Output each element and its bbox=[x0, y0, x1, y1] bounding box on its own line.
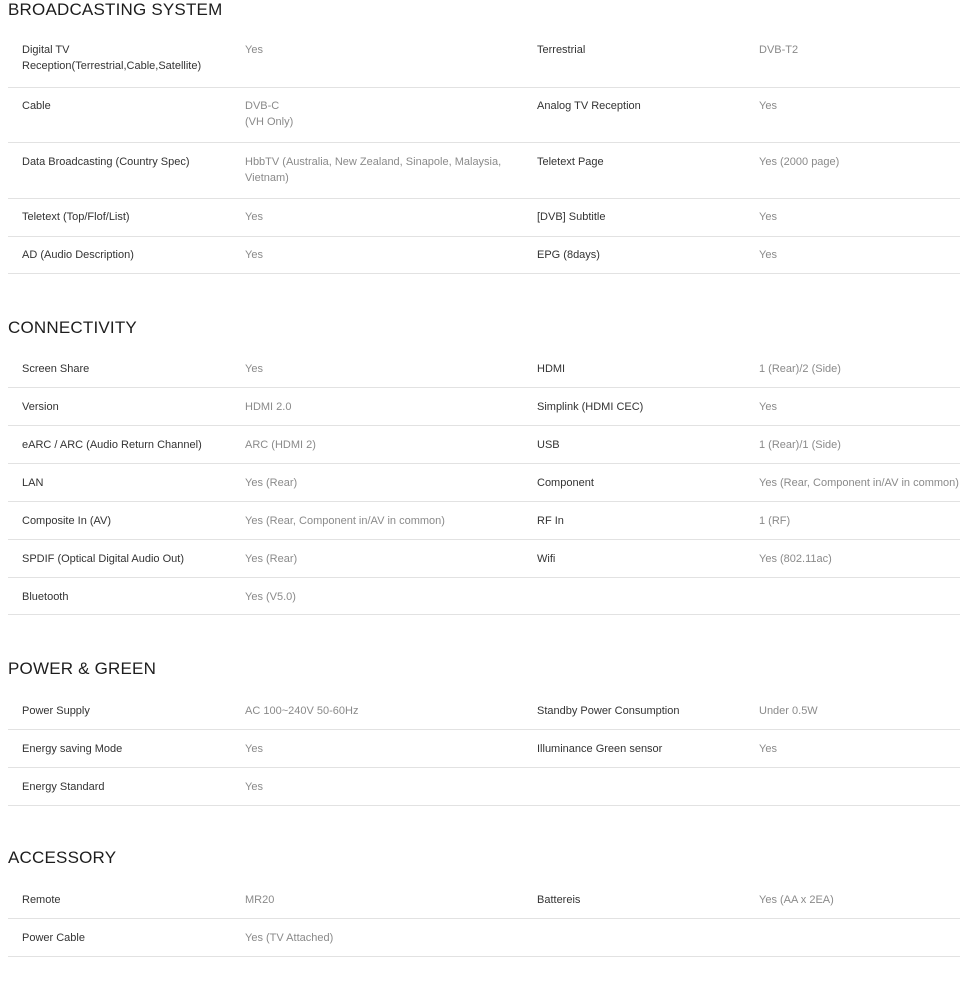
spec-label: Energy Standard bbox=[22, 781, 105, 793]
spec-value: Yes (Rear) bbox=[245, 553, 298, 565]
spec-value: Yes (TV Attached) bbox=[245, 932, 334, 944]
spec-value: Under 0.5W bbox=[759, 705, 818, 717]
spec-value: Yes (V5.0) bbox=[245, 591, 296, 603]
spec-value: Yes (Rear, Component in/AV in common) bbox=[245, 515, 445, 527]
spec-value: Yes bbox=[759, 249, 777, 261]
spec-label: Power Supply bbox=[22, 705, 90, 717]
spec-label: Version bbox=[22, 401, 59, 413]
spec-label: Simplink (HDMI CEC) bbox=[537, 401, 644, 413]
spec-value: 1 (RF) bbox=[759, 515, 791, 527]
spec-value: Yes (Rear) bbox=[245, 477, 298, 489]
spec-label: HDMI bbox=[537, 363, 566, 375]
spec-row bbox=[8, 237, 960, 274]
spec-row bbox=[8, 768, 960, 806]
spec-row bbox=[8, 881, 960, 919]
spec-value: HDMI 2.0 bbox=[245, 401, 292, 413]
spec-label: Remote bbox=[22, 894, 61, 906]
spec-value: Yes (Rear, Component in/AV in common) bbox=[759, 477, 959, 489]
spec-row bbox=[8, 350, 960, 388]
spec-label: Power Cable bbox=[22, 932, 85, 944]
spec-label: EPG (8days) bbox=[537, 249, 600, 261]
spec-value bbox=[245, 154, 515, 186]
spec-label-line1: Digital TV bbox=[22, 44, 70, 56]
spec-value: Yes bbox=[759, 211, 777, 223]
spec-value: Yes bbox=[759, 743, 777, 755]
spec-label: RF In bbox=[537, 515, 564, 527]
spec-label-line2: Reception(Terrestrial,Cable,Satellite) bbox=[22, 60, 202, 72]
spec-label: SPDIF (Optical Digital Audio Out) bbox=[22, 553, 185, 565]
spec-value-line2: Vietnam) bbox=[245, 172, 289, 184]
spec-value: Yes bbox=[245, 363, 263, 375]
spec-label: Teletext Page bbox=[537, 156, 604, 168]
spec-label: Terrestrial bbox=[537, 44, 586, 56]
spec-value: Yes bbox=[245, 781, 263, 793]
spec-label: Data Broadcasting (Country Spec) bbox=[22, 156, 190, 168]
spec-row bbox=[8, 88, 960, 143]
spec-value-line1: DVB-C bbox=[245, 100, 280, 112]
spec-label: Teletext (Top/Flof/List) bbox=[22, 211, 130, 223]
spec-row bbox=[8, 502, 960, 540]
section-title: POWER & GREEN bbox=[8, 659, 157, 678]
spec-row bbox=[8, 692, 960, 730]
spec-value: DVB-T2 bbox=[759, 44, 799, 56]
spec-row bbox=[8, 730, 960, 768]
spec-label: Analog TV Reception bbox=[537, 100, 641, 112]
spec-label: [DVB] Subtitle bbox=[537, 211, 606, 223]
spec-value: Yes bbox=[245, 44, 263, 56]
spec-label: Component bbox=[537, 477, 594, 489]
spec-label: Bluetooth bbox=[22, 591, 69, 603]
section-title: BROADCASTING SYSTEM bbox=[8, 0, 223, 19]
spec-label: Wifi bbox=[537, 553, 556, 565]
spec-label: eARC / ARC (Audio Return Channel) bbox=[22, 439, 202, 451]
spec-label: Battereis bbox=[537, 894, 581, 906]
spec-value: Yes (802.11ac) bbox=[759, 553, 832, 565]
spec-label: USB bbox=[537, 439, 560, 451]
spec-label: Standby Power Consumption bbox=[537, 705, 680, 717]
spec-label: LAN bbox=[22, 477, 44, 489]
spec-value: Yes bbox=[245, 249, 263, 261]
section-title: CONNECTIVITY bbox=[8, 318, 137, 337]
spec-row bbox=[8, 199, 960, 237]
spec-value: Yes bbox=[759, 401, 777, 413]
section-title: ACCESSORY bbox=[8, 848, 117, 867]
spec-value: Yes (2000 page) bbox=[759, 156, 840, 168]
spec-value: Yes bbox=[245, 743, 263, 755]
spec-value: 1 (Rear)/1 (Side) bbox=[759, 439, 841, 451]
spec-value: Yes bbox=[245, 211, 263, 223]
spec-label: AD (Audio Description) bbox=[22, 249, 134, 261]
spec-value: Yes (AA x 2EA) bbox=[759, 894, 834, 906]
spec-value bbox=[245, 98, 515, 130]
spec-label: Composite In (AV) bbox=[22, 515, 112, 527]
spec-row bbox=[8, 540, 960, 578]
spec-label: Illuminance Green sensor bbox=[537, 743, 663, 755]
spec-value-line1: HbbTV (Australia, New Zealand, Sinapole, Malaysia, bbox=[245, 156, 502, 168]
spec-row bbox=[8, 32, 960, 88]
spec-value: AC 100~240V 50-60Hz bbox=[245, 705, 359, 717]
spec-label: Energy saving Mode bbox=[22, 743, 123, 755]
spec-row bbox=[8, 919, 960, 957]
spec-value: MR20 bbox=[245, 894, 275, 906]
spec-value: ARC (HDMI 2) bbox=[245, 439, 316, 451]
spec-value: Yes bbox=[759, 100, 777, 112]
spec-row bbox=[8, 578, 960, 615]
spec-row bbox=[8, 388, 960, 426]
spec-label: Screen Share bbox=[22, 363, 90, 375]
spec-label: Cable bbox=[22, 100, 51, 112]
spec-row bbox=[8, 464, 960, 502]
spec-value: 1 (Rear)/2 (Side) bbox=[759, 363, 841, 375]
spec-value-line2: (VH Only) bbox=[245, 116, 294, 128]
spec-label bbox=[22, 42, 232, 74]
spec-row bbox=[8, 143, 960, 199]
spec-row bbox=[8, 426, 960, 464]
